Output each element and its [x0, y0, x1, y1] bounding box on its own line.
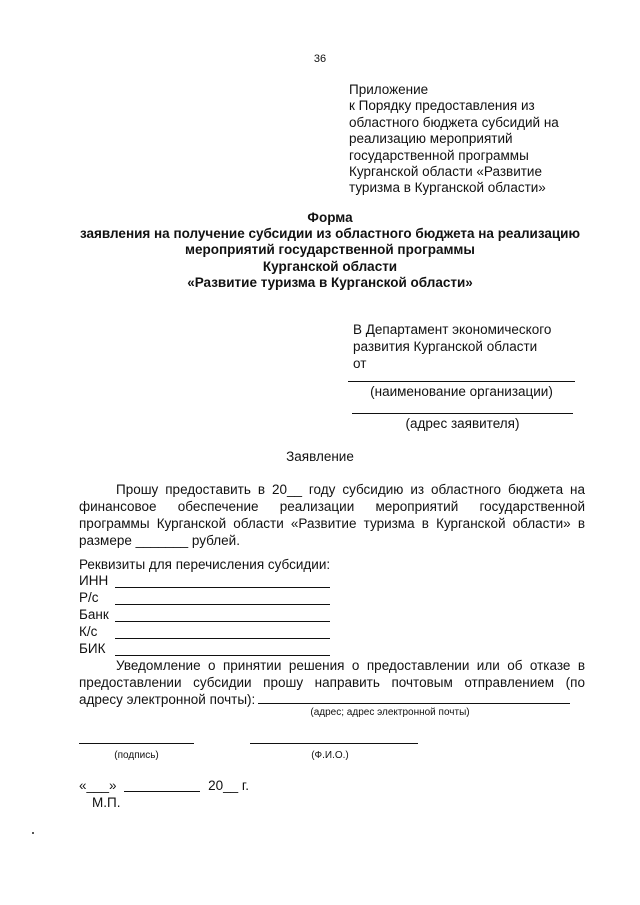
title-line: заявления на получение субсидии из областного бюджета на реализацию — [80, 226, 580, 242]
notification-address-caption: (адрес; адрес электронной почты) — [310, 707, 470, 718]
date-year-prefix: 20 — [208, 778, 224, 793]
date-open-quote: « — [79, 778, 87, 793]
requisite-field-bank[interactable] — [115, 621, 330, 622]
requisite-label-bic: БИК — [79, 641, 106, 656]
requisite-field-corr-account[interactable] — [115, 638, 330, 639]
page-number: 36 — [313, 53, 327, 65]
full-name-field[interactable] — [250, 743, 418, 744]
title-line: мероприятий государственной программы — [185, 242, 475, 258]
stamp-placeholder: М.П. — [92, 795, 121, 810]
requisite-label-inn: ИНН — [79, 573, 109, 588]
appendix-line: Курганской области «Развитие — [349, 164, 542, 180]
request-paragraph — [79, 481, 585, 549]
requisite-label-account: Р/с — [79, 590, 99, 605]
requisite-label-bank: Банк — [79, 607, 109, 622]
notification-line: Уведомление о принятии решения о предоставлении или об отказе в — [116, 658, 585, 673]
applicant-address-field[interactable] — [352, 413, 573, 414]
signature-caption: (подпись) — [114, 750, 159, 761]
appendix-line: государственной программы — [349, 147, 529, 163]
appendix-line: областного бюджета субсидий на — [349, 114, 559, 130]
notification-paragraph — [79, 657, 585, 708]
addressee-line: В Департамент экономического — [353, 322, 552, 337]
request-line: Прошу предоставить в 20__ году субсидию из областного бюджета на — [116, 482, 585, 497]
notification-line: предоставлении субсидии прошу направить почтовым отправлением (по — [79, 675, 585, 690]
title-line: «Развитие туризма в Курганской области» — [187, 274, 473, 290]
requisite-label-corr-account: К/с — [79, 624, 98, 639]
date-line — [79, 778, 249, 793]
organization-name-caption: (наименование организации) — [370, 384, 553, 399]
requisite-field-bic[interactable] — [115, 655, 330, 656]
appendix-block — [349, 82, 599, 197]
notification-address-field[interactable] — [258, 703, 570, 704]
request-line: размере _______ рублей. — [79, 533, 240, 548]
addressee-line: развития Курганской области — [353, 339, 538, 354]
requisites-heading: Реквизиты для перечисления субсидии: — [79, 557, 331, 572]
full-name-caption: (Ф.И.О.) — [311, 750, 349, 761]
requisite-field-account[interactable] — [115, 604, 330, 605]
scan-speck — [32, 832, 34, 834]
form-title — [60, 210, 600, 291]
date-year-blank[interactable]: __ — [223, 778, 239, 793]
appendix-line: туризма в Курганской области» — [349, 180, 546, 196]
date-month-field[interactable] — [124, 791, 200, 792]
request-line: программы Курганской области «Развитие туризма в Курганской области» в — [79, 516, 585, 531]
appendix-line: к Порядку предоставления из — [349, 98, 535, 114]
statement-heading: Заявление — [286, 449, 354, 464]
appendix-line: Приложение — [349, 82, 429, 97]
appendix-line: реализацию мероприятий — [349, 131, 513, 147]
notification-line: адресу электронной почты): — [79, 692, 256, 707]
organization-name-field[interactable] — [348, 381, 575, 382]
requisite-field-inn[interactable] — [115, 587, 330, 588]
applicant-address-caption: (адрес заявителя) — [405, 416, 520, 431]
addressee-line: от — [353, 356, 367, 371]
signature-field[interactable] — [79, 743, 194, 744]
title-line: Форма — [307, 210, 353, 225]
title-line: Курганской области — [262, 258, 398, 274]
date-year-suffix: г. — [241, 778, 249, 793]
addressee-block — [353, 321, 593, 372]
date-day-blank[interactable]: ___ — [86, 778, 110, 793]
request-line: финансовое обеспечение реализации мероприятий государственной — [79, 499, 585, 514]
date-close-quote: » — [109, 778, 117, 793]
